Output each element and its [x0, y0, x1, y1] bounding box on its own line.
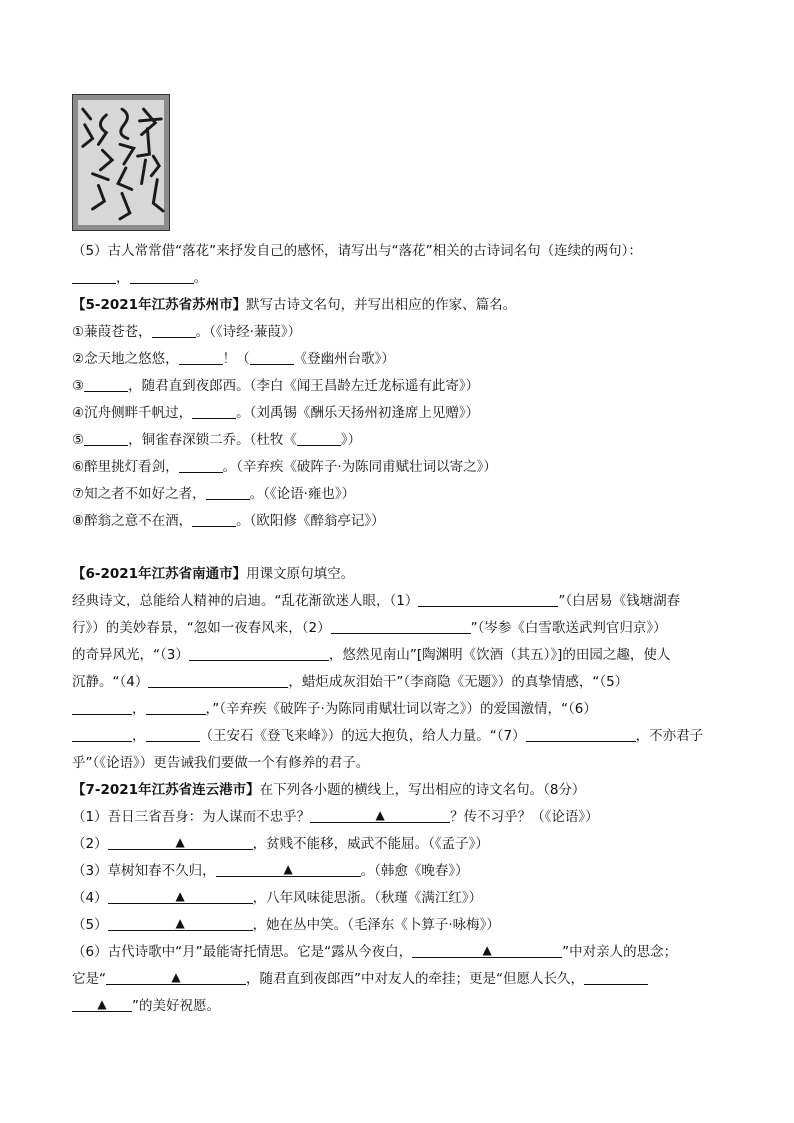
s5-item: ⑤ ，铜雀春深锁二乔。（杜牧《 》）	[72, 427, 732, 454]
answer-blank[interactable]	[108, 833, 253, 850]
answer-blank[interactable]	[192, 510, 236, 527]
answer-blank[interactable]	[106, 968, 246, 985]
s5-item: ③ ，随君直到夜郎西。（李白《闻王昌龄左迁龙标遥有此寄》）	[72, 373, 732, 400]
answer-blank[interactable]	[108, 887, 253, 904]
s7-item: （4）▲ ，八年风味徒思浙。（秋瑾《满江红》）	[72, 885, 732, 912]
s6-paragraph-line: 经典诗文，总能给人精神的启迪。“乱花渐欲迷人眼，（1） ”（白居易《钱塘湖春	[72, 588, 732, 615]
s7-item: 它是“▲ ，随君直到夜郎西”中对友人的牵挂；更是“但愿人长久，	[72, 966, 732, 993]
answer-blank[interactable]	[72, 995, 132, 1012]
answer-blank[interactable]	[189, 644, 329, 661]
answer-blank[interactable]	[412, 941, 562, 958]
s7-item: （3）草树知春不久归，▲ 。（韩愈《晚春》）	[72, 858, 732, 885]
s5-item: ⑦知之者不如好之者， 。（《论语·雍也》）	[72, 481, 732, 508]
answer-blank[interactable]	[526, 725, 636, 742]
s7-item: ▲”的美好祝愿。	[72, 993, 732, 1020]
answer-blank[interactable]	[192, 402, 236, 419]
answer-blank[interactable]	[148, 671, 288, 688]
section-6-heading: 【6-2021年江苏省南通市】用课文原句填空。	[72, 566, 355, 582]
answer-blank[interactable]	[130, 267, 194, 284]
s5-item: ④沉舟侧畔千帆过， 。（刘禹锡《酬乐天扬州初逢席上见赠》）	[72, 400, 732, 427]
answer-blank[interactable]	[310, 806, 450, 823]
s6-paragraph-line: 行》）的美妙春景，“忽如一夜春风来，（2） ”（岑参《白雪歌送武判官归京》）	[72, 615, 732, 642]
s5-item: ⑧醉翁之意不在酒， 。（欧阳修《醉翁亭记》）	[72, 508, 732, 535]
answer-blank[interactable]	[179, 348, 223, 365]
calligraphy-strokes	[73, 95, 169, 230]
section-5-heading: 【5-2021年江苏省苏州市】默写古诗文名句，并写出相应的作家、篇名。	[72, 297, 517, 313]
answer-blank[interactable]	[179, 456, 223, 473]
answer-blank[interactable]	[108, 914, 253, 931]
answer-blank[interactable]	[146, 698, 206, 715]
s6-paragraph-line: 沉静。“（4） ，蜡炬成灰泪始干”（李商隐《无题》）的真挚情感，“（5）	[72, 669, 732, 696]
s7-item: （5）▲ ，她在丛中笑。（毛泽东《卜算子·咏梅》）	[72, 912, 732, 939]
answer-blank[interactable]	[331, 617, 471, 634]
document-body	[72, 238, 732, 1020]
answer-blank[interactable]	[152, 321, 196, 338]
answer-blank[interactable]	[84, 429, 128, 446]
answer-blank[interactable]	[206, 483, 250, 500]
q5-answer-line: ， 。	[72, 265, 732, 292]
s6-paragraph-line: 乎”（《论语》）更告诫我们要做一个有修养的君子。	[72, 755, 370, 771]
answer-blank[interactable]	[146, 725, 200, 742]
answer-blank[interactable]	[72, 725, 132, 742]
answer-blank[interactable]	[584, 968, 648, 985]
answer-blank[interactable]	[250, 348, 294, 365]
s5-item: ⑥醉里挑灯看剑， 。（辛弃疾《破阵子·为陈同甫赋壮词以寄之》）	[72, 454, 732, 481]
answer-blank[interactable]	[297, 429, 341, 446]
answer-blank[interactable]	[418, 590, 558, 607]
answer-blank[interactable]	[84, 375, 128, 392]
s6-paragraph-line: ， （王安石《登飞来峰》）的远大抱负，给人力量。“（7） ，不亦君子	[72, 723, 732, 750]
s7-item: （1）吾日三省吾身：为人谋而不忠乎？▲ ？传不习乎？（《论语》）	[72, 804, 732, 831]
s6-paragraph-line: 的奇异风光，“（3） ，悠然见南山”[陶渊明《饮酒（其五）》]的田园之趣，使人	[72, 642, 732, 669]
answer-blank[interactable]	[72, 267, 116, 284]
s7-item: （2）▲ ，贫贱不能移，威武不能屈。（《孟子》）	[72, 831, 732, 858]
calligraphy-image	[72, 94, 170, 231]
s5-item: ①蒹葭苍苍， 。（《诗经·蒹葭》）	[72, 319, 732, 346]
section-7-heading: 【7-2021年江苏省连云港市】在下列各小题的横线上，写出相应的诗文名句。（8分）	[72, 782, 586, 798]
answer-blank[interactable]	[72, 698, 132, 715]
answer-blank[interactable]	[216, 860, 361, 877]
s5-item: ②念天地之悠悠， ！（ 《登幽州台歌》）	[72, 346, 732, 373]
s6-paragraph-line: ， ，”（辛弃疾《破阵子·为陈同甫赋壮词以寄之》）的爱国激情，“（6）	[72, 696, 732, 723]
q5-prompt: （5）古人常常借“落花”来抒发自己的感怀，请写出与“落花”相关的古诗词名句（连续的两句）：	[72, 243, 642, 259]
s7-item: （6）古代诗歌中“月”最能寄托情思。它是“露从今夜白，▲ ”中对亲人的思念；	[72, 939, 732, 966]
